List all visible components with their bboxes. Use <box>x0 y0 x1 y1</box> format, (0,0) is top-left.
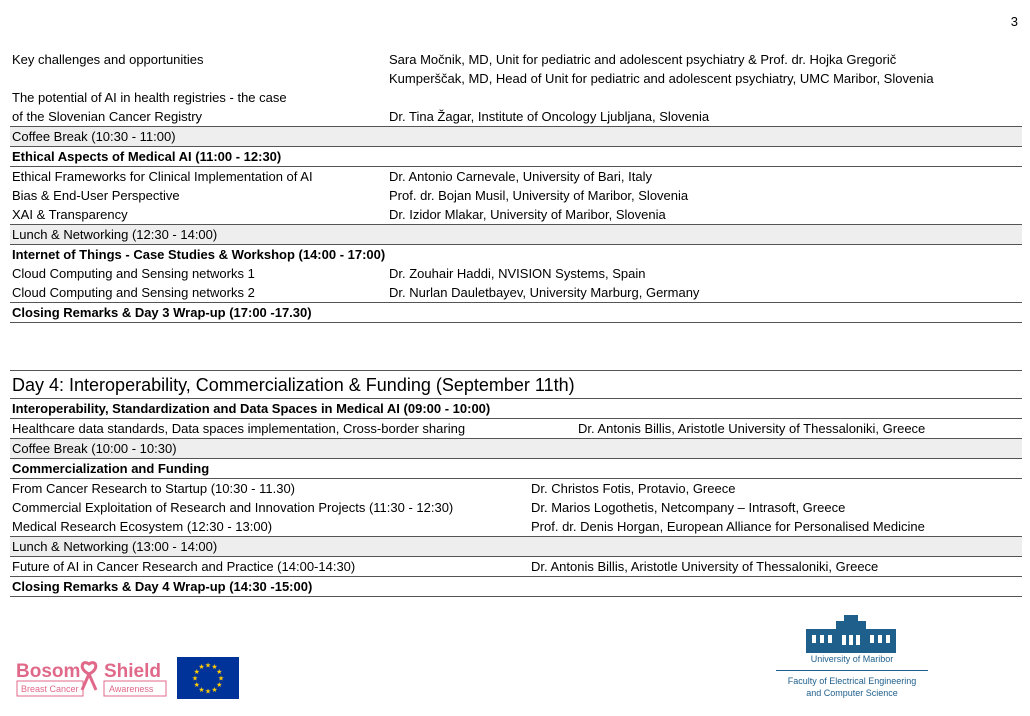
talk-title: From Cancer Research to Startup (10:30 - 11.30) <box>12 481 295 496</box>
day-title: Day 4: Interoperability, Commercialization & Funding (September 11th) <box>12 375 575 395</box>
session-header <box>10 147 1022 167</box>
talk-title: Future of AI in Cancer Research and Practice (14:00-14:30) <box>12 559 356 574</box>
talk-row <box>10 419 1022 439</box>
eu-star-icon: ★ <box>193 682 200 689</box>
eu-star-icon: ★ <box>198 686 205 694</box>
talk-row-cont <box>10 107 1022 127</box>
talk-speaker: Dr. Tina Žagar, Institute of Oncology Ljubljana, Slovenia <box>389 109 710 124</box>
talk-speaker: Dr. Christos Fotis, Protavio, Greece <box>531 481 736 496</box>
eu-star-icon: ★ <box>217 675 225 683</box>
talk-speaker: Dr. Izidor Mlakar, University of Maribor, Slovenia <box>389 207 666 222</box>
talk-row <box>10 517 1022 537</box>
talk-title: The potential of AI in health registries - the case <box>12 90 287 105</box>
session-header <box>10 245 1022 264</box>
talk-speaker: Prof. dr. Bojan Musil, University of Maribor, Slovenia <box>389 188 689 203</box>
talk-title: Bias & End-User Perspective <box>12 188 180 203</box>
talk-speaker: Dr. Antonio Carnevale, University of Bari, Italy <box>389 169 653 184</box>
talk-title: Cloud Computing and Sensing networks 1 <box>12 266 255 281</box>
talk-speaker: Dr. Nurlan Dauletbayev, University Marburg, Germany <box>389 285 700 300</box>
session-title: Ethical Aspects of Medical AI (11:00 - 12:30) <box>12 149 282 164</box>
eu-star-icon: ★ <box>204 688 212 696</box>
coffee-break-row <box>10 439 1022 459</box>
bosom-shield-logo <box>16 660 168 698</box>
day3-schedule <box>10 50 1022 323</box>
logo-tag-1: Breast Cancer <box>21 684 79 694</box>
session-title: Internet of Things - Case Studies & Workshop (14:00 - 17:00) <box>12 247 386 262</box>
logo-word-2: Shield <box>104 661 162 682</box>
eu-star-icon: ★ <box>211 686 218 694</box>
talk-speaker: Sara Močnik, MD, Unit for pediatric and adolescent psychiatry & Prof. dr. Hojka Gregorič <box>389 52 897 67</box>
logo-tag-2: Awareness <box>109 684 154 694</box>
talk-title: Healthcare data standards, Data spaces implementation, Cross-border sharing <box>12 421 466 436</box>
lunch-label: Lunch & Networking (13:00 - 14:00) <box>12 539 218 554</box>
talk-row <box>10 479 1022 498</box>
talk-speaker: Dr. Zouhair Haddi, NVISION Systems, Spain <box>389 266 646 281</box>
eu-star-icon: ★ <box>191 675 199 683</box>
eu-flag-icon <box>177 657 239 699</box>
talk-speaker: Dr. Marios Logothetis, Netcompany – Intrasoft, Greece <box>531 500 846 515</box>
talk-row <box>10 186 1022 205</box>
session-header <box>10 399 1022 419</box>
talk-speaker: Dr. Antonis Billis, Aristotle University of Thessaloniki, Greece <box>531 559 879 574</box>
talk-row-cont <box>10 69 1022 88</box>
logo-word-1: Bosom <box>16 661 81 682</box>
coffee-break-label: Coffee Break (10:00 - 10:30) <box>12 441 177 456</box>
talk-row <box>10 498 1022 517</box>
talk-row <box>10 264 1022 283</box>
talk-title: Cloud Computing and Sensing networks 2 <box>12 285 255 300</box>
talk-row <box>10 50 1022 69</box>
page-number: 3 <box>1010 14 1018 29</box>
eu-star-icon: ★ <box>198 664 205 672</box>
talk-title: Medical Research Ecosystem (12:30 - 13:00) <box>12 519 273 534</box>
talk-title: Commercial Exploitation of Research and Innovation Projects (11:30 - 12:30) <box>12 500 454 515</box>
day4-schedule <box>10 370 1022 597</box>
eu-star-icon: ★ <box>216 682 223 689</box>
faculty-line-1: Faculty of Electrical Engineering <box>787 676 917 686</box>
eu-star-icon: ★ <box>204 662 212 670</box>
talk-speaker: Dr. Antonis Billis, Aristotle University of Thessaloniki, Greece <box>578 421 926 436</box>
lunch-row <box>10 537 1022 557</box>
day-title-row <box>10 370 1022 399</box>
university-building-icon <box>806 615 896 653</box>
talk-speaker: Kumperščak, MD, Head of Unit for pediatric and adolescent psychiatry, UMC Maribor, Slovenia <box>389 71 934 86</box>
coffee-break-label: Coffee Break (10:30 - 11:00) <box>12 129 176 144</box>
talk-row <box>10 557 1022 577</box>
eu-star-icon: ★ <box>216 669 223 676</box>
talk-speaker: Prof. dr. Denis Horgan, European Alliance for Personalised Medicine <box>531 519 925 534</box>
talk-row <box>10 283 1022 303</box>
eu-stars <box>177 657 239 699</box>
talk-title: XAI & Transparency <box>12 207 128 222</box>
faculty-line-2: and Computer Science <box>806 688 898 698</box>
university-name: University of Maribor <box>810 654 894 664</box>
lunch-label: Lunch & Networking (12:30 - 14:00) <box>12 227 218 242</box>
closing-label: Closing Remarks & Day 4 Wrap-up (14:30 -15:00) <box>12 579 313 594</box>
session-title: Interoperability, Standardization and Data Spaces in Medical AI (09:00 - 10:00) <box>12 401 491 416</box>
talk-title: Key challenges and opportunities <box>12 52 204 67</box>
closing-label: Closing Remarks & Day 3 Wrap-up (17:00 -17.30) <box>12 305 312 320</box>
talk-title: of the Slovenian Cancer Registry <box>12 109 203 124</box>
session-title: Commercialization and Funding <box>12 461 210 476</box>
coffee-break-row <box>10 127 1022 147</box>
pink-ribbon-icon <box>82 663 96 690</box>
eu-star-icon: ★ <box>211 664 218 672</box>
closing-row <box>10 303 1022 323</box>
talk-title: Ethical Frameworks for Clinical Implementation of AI <box>12 169 313 184</box>
talk-row <box>10 167 1022 186</box>
closing-row <box>10 577 1022 597</box>
divider <box>776 670 928 671</box>
lunch-row <box>10 225 1022 245</box>
university-of-maribor-logo <box>776 615 928 705</box>
eu-star-icon: ★ <box>193 669 200 676</box>
talk-row <box>10 88 1022 107</box>
faculty-name <box>776 675 928 699</box>
talk-row <box>10 205 1022 225</box>
bosom-shield-logo-graphic <box>16 660 168 698</box>
session-header <box>10 459 1022 479</box>
